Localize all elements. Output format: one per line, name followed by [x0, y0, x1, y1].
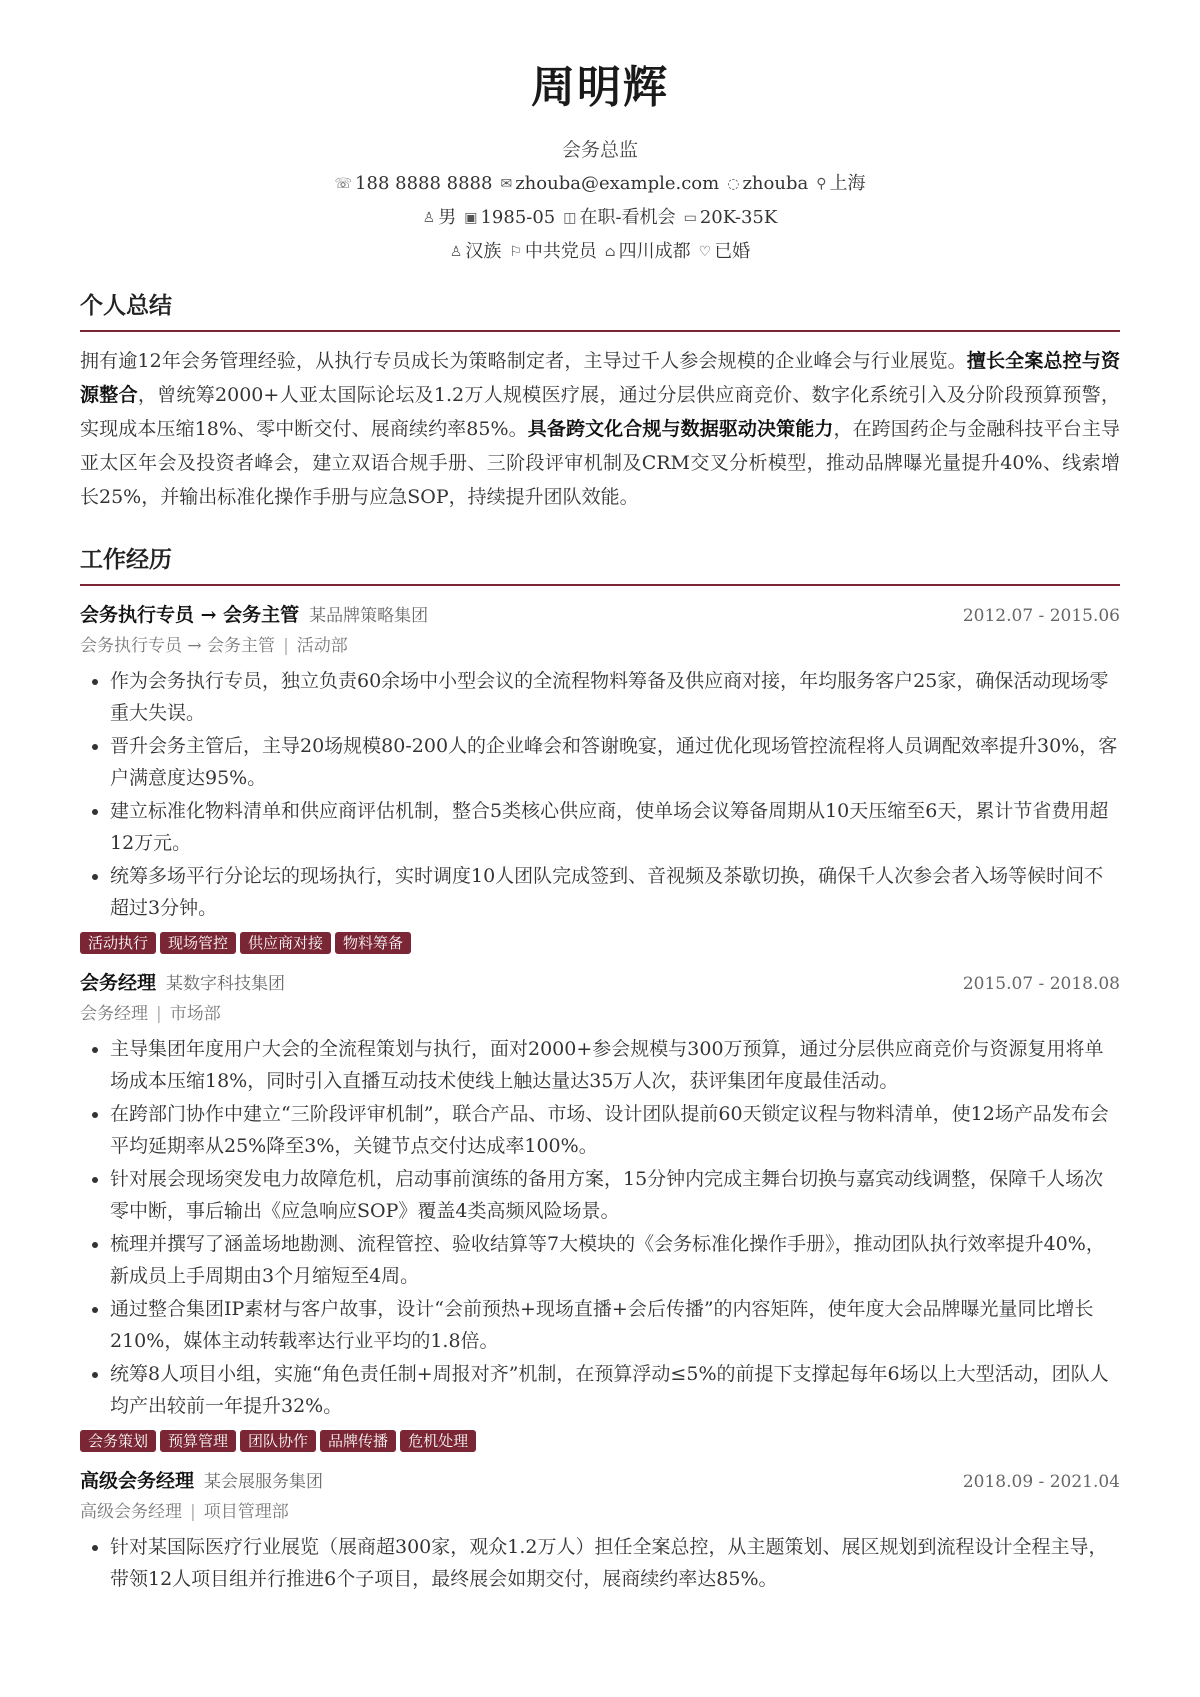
- job-title: 高级会务经理: [80, 1469, 195, 1492]
- job-company: 某会展服务集团: [204, 1471, 324, 1492]
- job-entry: [80, 968, 1120, 1452]
- info-item: [684, 206, 778, 230]
- job-heading: [80, 1466, 323, 1497]
- info-text: 汉族: [465, 240, 502, 262]
- skill-tag: 品牌传播: [320, 1430, 396, 1452]
- summary-text: [80, 344, 1120, 514]
- skill-tag: 危机处理: [400, 1430, 476, 1452]
- job-company: 某品牌策略集团: [309, 605, 429, 626]
- person-icon: ♙: [422, 209, 436, 226]
- personal-info-row: [80, 206, 1120, 230]
- wechat-icon: ◌: [727, 175, 740, 192]
- job-position: 会务经理: [80, 1003, 148, 1024]
- bullet-item: • 作为会务执行专员，独立负责60余场中小型会议的全流程物料筹备及供应商对接，年均服务客户25家，确保活动现场零重大失误。: [110, 665, 1120, 729]
- info-text: zhouba: [742, 172, 809, 194]
- skill-tag: 供应商对接: [240, 932, 331, 954]
- job-list: [80, 600, 1120, 1595]
- summary-highlight-1: 擅长全案总控与资源整合: [80, 349, 1120, 406]
- job-bullets: [80, 665, 1120, 924]
- info-text: 在职-看机会: [579, 206, 676, 228]
- skill-tag: 现场管控: [160, 932, 236, 954]
- job-heading: [80, 968, 285, 999]
- job-department: 活动部: [296, 635, 348, 656]
- info-text: 188 8888 8888: [355, 172, 493, 194]
- experience-section: [80, 544, 1120, 1595]
- job-subline: [80, 999, 1120, 1029]
- bullet-item: • 通过整合集团IP素材与客户故事，设计“会前预热+现场直播+会后传播”的内容矩阵，使年度大会品牌曝光量同比增长210%，媒体主动转载率达行业平均的1.8倍。: [110, 1293, 1120, 1357]
- phone-icon: ☏: [334, 175, 353, 192]
- section-divider: [80, 584, 1120, 586]
- job-subline: [80, 631, 1120, 661]
- candidate-name: 周明辉: [531, 62, 669, 113]
- info-text: 四川成都: [618, 240, 691, 262]
- job-date: 2012.07 - 2015.06: [962, 605, 1120, 626]
- job-title: 会务经理: [80, 971, 157, 994]
- section-divider: [80, 330, 1120, 332]
- flag-icon: ⚐: [509, 243, 522, 260]
- job-position: 高级会务经理: [80, 1501, 182, 1522]
- bullet-item: • 统筹8人项目小组，实施“角色责任制+周报对齐”机制，在预算浮动≤5%的前提下支撑起每年6场以上大型活动，团队人均产出较前一年提升32%。: [110, 1358, 1120, 1422]
- skill-tags: [80, 932, 1120, 954]
- bullet-item: • 在跨部门协作中建立“三阶段评审机制”，联合产品、市场、设计团队提前60天锁定议程与物料清单，使12场产品发布会平均延期率从25%降至3%，关键节点交付达成率100%。: [110, 1098, 1120, 1162]
- bullet-item: • 建立标准化物料清单和供应商评估机制，整合5类核心供应商，使单场会议筹备周期从10天压缩至6天，累计节省费用超12万元。: [110, 795, 1120, 859]
- job-department: 项目管理部: [203, 1501, 289, 1522]
- info-item: [699, 240, 751, 264]
- contact-row: [80, 172, 1120, 196]
- skill-tag: 预算管理: [160, 1430, 236, 1452]
- summary-part-1: 拥有逾12年会务管理经验，从执行专员成长为策略制定者，主导过千人参会规模的企业峰会与行业展览。: [80, 349, 967, 372]
- info-text: 已婚: [714, 240, 751, 262]
- location-icon: ⚲: [816, 175, 827, 192]
- info-item: [509, 240, 597, 264]
- home-icon: ⌂: [604, 243, 616, 260]
- info-item: [335, 172, 493, 196]
- salary-icon: ▭: [683, 209, 697, 226]
- bullet-item: • 针对展会现场突发电力故障危机，启动事前演练的备用方案，15分钟内完成主舞台切换与嘉宾动线调整，保障千人场次零中断，事后输出《应急响应SOP》覆盖4类高频风险场景。: [110, 1163, 1120, 1227]
- info-text: 上海: [829, 172, 866, 194]
- summary-part-2: ，曾统筹2000+人亚太国际论坛及1.2万人规模医疗展，通过分层供应商竞价、数字化系统引入及分阶段预算预警，实现成本压缩18%、零中断交付、展商续约率85%。: [80, 383, 1120, 440]
- heart-icon: ♡: [698, 243, 712, 260]
- job-entry: [80, 600, 1120, 954]
- bullet-item: • 晋升会务主管后，主导20场规模80-200人的企业峰会和答谢晚宴，通过优化现场管控流程将人员调配效率提升30%，客户满意度达95%。: [110, 730, 1120, 794]
- job-header: [80, 600, 1120, 631]
- info-item: [816, 172, 865, 196]
- info-item: [464, 206, 555, 230]
- info-text: 1985-05: [480, 206, 556, 228]
- separator: |: [156, 1003, 162, 1024]
- job-department: 市场部: [169, 1003, 221, 1024]
- candidate-role: 会务总监: [561, 138, 638, 161]
- skill-tag: 活动执行: [80, 932, 156, 954]
- info-item: [423, 206, 457, 230]
- job-header: [80, 1466, 1120, 1497]
- summary-part-3: ，在跨国药企与金融科技平台主导亚太区年会及投资者峰会，建立双语合规手册、三阶段评审机制及CRM交叉分析模型，推动品牌曝光量提升40%、线索增长25%，并输出标准化操作手册与应急SOP，持续提升团队效能。: [80, 417, 1120, 508]
- separator: |: [190, 1501, 196, 1522]
- skill-tag: 会务策划: [80, 1430, 156, 1452]
- skill-tags: [80, 1430, 1120, 1452]
- job-bullets: [80, 1531, 1120, 1595]
- bullet-item: • 统筹多场平行分论坛的现场执行，实时调度10人团队完成签到、音视频及茶歇切换，确保千人次参会者入场等候时间不超过3分钟。: [110, 860, 1120, 924]
- summary-title: 个人总结: [80, 291, 172, 319]
- job-heading: [80, 600, 428, 631]
- separator: |: [283, 635, 289, 656]
- experience-title: 工作经历: [80, 545, 172, 573]
- extra-info-row: [80, 240, 1120, 264]
- bullet-item: • 针对某国际医疗行业展览（展商超300家，观众1.2万人）担任全案总控，从主题策划、展区规划到流程设计全程主导，带领12人项目组并行推进6个子项目，最终展会如期交付，展商续约率达85%。: [110, 1531, 1120, 1595]
- job-entry: [80, 1466, 1120, 1595]
- info-text: zhouba@example.com: [515, 172, 720, 194]
- summary-highlight-2: 具备跨文化合规与数据驱动决策能力: [527, 417, 834, 440]
- info-item: [563, 206, 675, 230]
- skill-tag: 物料筹备: [335, 932, 411, 954]
- bullet-item: • 梳理并撰写了涵盖场地勘测、流程管控、验收结算等7大模块的《会务标准化操作手册》，推动团队执行效率提升40%，新成员上手周期由3个月缩短至4周。: [110, 1228, 1120, 1292]
- job-title: 会务执行专员 → 会务主管: [80, 603, 300, 626]
- info-item: [727, 172, 808, 196]
- mail-icon: ✉: [500, 175, 513, 192]
- skill-tag: 团队协作: [240, 1430, 316, 1452]
- info-item: [450, 240, 502, 264]
- job-subline: [80, 1497, 1120, 1527]
- job-header: [80, 968, 1120, 999]
- info-item: [500, 172, 719, 196]
- ethnicity-icon: ♙: [449, 243, 463, 260]
- info-text: 20K-35K: [699, 206, 778, 228]
- job-company: 某数字科技集团: [166, 973, 286, 994]
- job-position: 会务执行专员 → 会务主管: [80, 635, 276, 656]
- calendar-icon: ▣: [464, 209, 478, 226]
- briefcase-icon: ◫: [563, 209, 577, 226]
- job-bullets: [80, 1033, 1120, 1422]
- job-date: 2015.07 - 2018.08: [962, 973, 1120, 994]
- info-text: 男: [438, 206, 457, 228]
- job-date: 2018.09 - 2021.04: [962, 1471, 1120, 1492]
- info-item: [605, 240, 691, 264]
- summary-section: [80, 290, 1120, 514]
- bullet-item: • 主导集团年度用户大会的全流程策划与执行，面对2000+参会规模与300万预算，通过分层供应商竞价与资源复用将单场成本压缩18%，同时引入直播互动技术使线上触达量达35万人次，获评集团年度最佳活动。: [110, 1033, 1120, 1097]
- info-text: 中共党员: [524, 240, 597, 262]
